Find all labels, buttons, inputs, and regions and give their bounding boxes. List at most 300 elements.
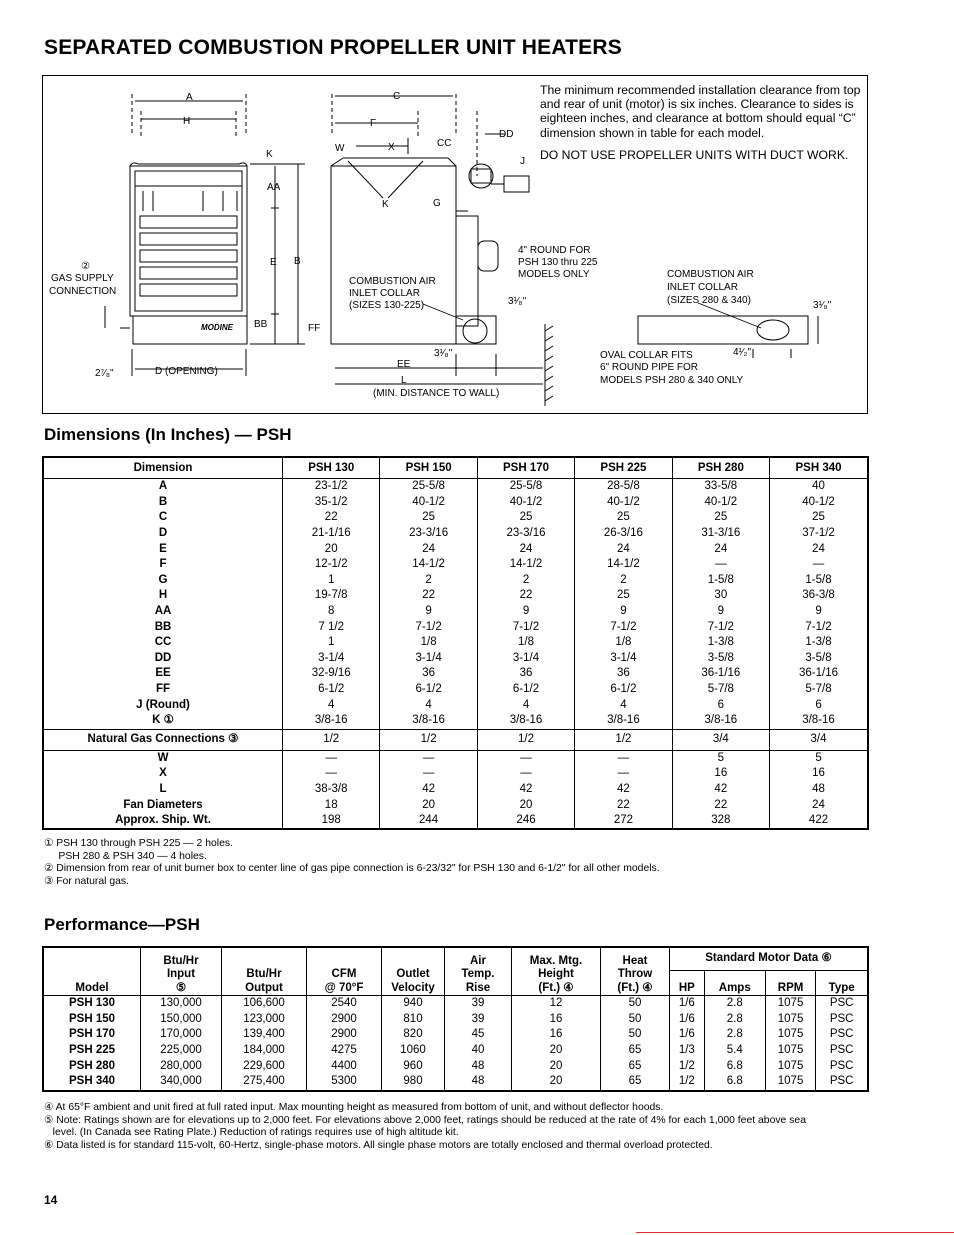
dimension-value: 7-1/2 bbox=[477, 619, 574, 635]
performance-value: 980 bbox=[382, 1074, 445, 1091]
dimension-value: 14-1/2 bbox=[575, 557, 672, 573]
performance-value: 16 bbox=[512, 1027, 601, 1043]
btu-output-l2: Output bbox=[245, 981, 283, 994]
performance-value: 12 bbox=[512, 996, 601, 1012]
dimension-value: 3-1/4 bbox=[380, 651, 477, 667]
dimension-value: 36 bbox=[575, 666, 672, 682]
performance-value: 225,000 bbox=[141, 1043, 222, 1059]
dimension-label: K ① bbox=[43, 713, 283, 729]
performance-table bbox=[42, 946, 869, 1092]
dimension-value: 36 bbox=[380, 666, 477, 682]
velocity-l2: Velocity bbox=[391, 981, 435, 994]
dimension-value: 7-1/2 bbox=[575, 619, 672, 635]
label-b: B bbox=[294, 256, 301, 267]
label-bb: BB bbox=[254, 319, 268, 330]
cfm-l1: CFM bbox=[331, 968, 357, 980]
dimensions-footnotes bbox=[44, 838, 660, 888]
dimension-value: — bbox=[770, 557, 868, 573]
dimensions-row bbox=[43, 619, 868, 635]
dimensions-row bbox=[43, 666, 868, 682]
dimension-value: 25-5/8 bbox=[477, 479, 574, 495]
dimension-diagram bbox=[42, 75, 868, 414]
dimension-value: 5-7/8 bbox=[672, 682, 769, 698]
dimension-value: 6-1/2 bbox=[380, 682, 477, 698]
dimensions-row bbox=[43, 797, 868, 813]
footnote-2: ② Dimension from rear of unit burner box to center line of gas pipe connection is 6-23/32" for PSH 130 and 6-1/2" for all other models. bbox=[44, 863, 660, 875]
dimension-value: 6-1/2 bbox=[477, 682, 574, 698]
performance-value: 1/2 bbox=[670, 1074, 705, 1091]
dimension-value: 24 bbox=[477, 541, 574, 557]
label-w: W bbox=[335, 143, 345, 154]
temp-rise-l3: Rise bbox=[465, 981, 491, 994]
page-title: SEPARATED COMBUSTION PROPELLER UNIT HEATERS bbox=[44, 36, 622, 59]
dimension-value: 40-1/2 bbox=[477, 495, 574, 511]
dimension-value: 22 bbox=[283, 510, 380, 526]
performance-value: 1/3 bbox=[670, 1043, 705, 1059]
performance-value: PSC bbox=[816, 1027, 868, 1043]
round-note-3: MODELS ONLY bbox=[518, 269, 590, 280]
label-f: F bbox=[370, 118, 377, 129]
performance-row bbox=[43, 996, 868, 1012]
modine-logo: MODINE bbox=[201, 323, 233, 332]
performance-value: 1075 bbox=[765, 1058, 816, 1074]
label-ee: EE bbox=[397, 359, 411, 370]
col-psh-340: PSH 340 bbox=[770, 457, 868, 479]
dimension-value: 23-1/2 bbox=[283, 479, 380, 495]
label-k-side: K bbox=[382, 199, 389, 210]
performance-model: PSH 170 bbox=[43, 1027, 141, 1043]
cfm-l2: @ 70°F bbox=[324, 981, 364, 994]
dimension-value: 8 bbox=[283, 604, 380, 620]
dimension-value: 6 bbox=[770, 697, 868, 713]
dimension-label: CC bbox=[43, 635, 283, 651]
dimension-value: 7 1/2 bbox=[283, 619, 380, 635]
performance-value: 1075 bbox=[765, 1027, 816, 1043]
dimension-value: 1/8 bbox=[477, 635, 574, 651]
dimension-value: 1/2 bbox=[283, 729, 380, 750]
performance-value: 810 bbox=[382, 1012, 445, 1028]
dimension-label: G bbox=[43, 573, 283, 589]
label-l: L bbox=[401, 375, 407, 386]
performance-model: PSH 280 bbox=[43, 1058, 141, 1074]
oval-note-3: MODELS PSH 280 & 340 ONLY bbox=[600, 375, 744, 386]
dimensions-row bbox=[43, 729, 868, 750]
perf-col-velocity bbox=[382, 947, 445, 996]
dimensions-body bbox=[43, 479, 868, 830]
performance-row bbox=[43, 1027, 868, 1043]
performance-value: 1075 bbox=[765, 996, 816, 1012]
dimension-value: 3-5/8 bbox=[770, 651, 868, 667]
temp-rise-l2: Temp. bbox=[461, 968, 495, 980]
dimension-value: 14-1/2 bbox=[380, 557, 477, 573]
dimension-value: 1/2 bbox=[575, 729, 672, 750]
dimension-value: 40-1/2 bbox=[380, 495, 477, 511]
performance-value: 65 bbox=[601, 1058, 670, 1074]
dimension-value: 16 bbox=[672, 766, 769, 782]
dimension-value: 3/8-16 bbox=[672, 713, 769, 729]
perf-col-btu-output bbox=[222, 947, 307, 996]
min-distance-label: (MIN. DISTANCE TO WALL) bbox=[373, 388, 500, 399]
dimensions-header-row bbox=[43, 457, 868, 479]
performance-value: 1/2 bbox=[670, 1058, 705, 1074]
performance-value: 1/6 bbox=[670, 996, 705, 1012]
dimension-value: 1 bbox=[283, 573, 380, 589]
col-dimension: Dimension bbox=[43, 457, 283, 479]
dimension-value: 3/8-16 bbox=[380, 713, 477, 729]
dimension-value: 23-3/16 bbox=[380, 526, 477, 542]
performance-value: 960 bbox=[382, 1058, 445, 1074]
dimensions-table bbox=[42, 456, 869, 830]
dimension-label: D bbox=[43, 526, 283, 542]
dimension-value: 4 bbox=[283, 697, 380, 713]
dimension-value: 1/2 bbox=[477, 729, 574, 750]
dimension-value: 25-5/8 bbox=[380, 479, 477, 495]
perf-col-btu-input bbox=[141, 947, 222, 996]
dimension-value: 22 bbox=[575, 797, 672, 813]
dimension-value: 24 bbox=[380, 541, 477, 557]
dimension-value: 22 bbox=[477, 588, 574, 604]
page-number: 14 bbox=[44, 1193, 58, 1207]
dimension-value: 9 bbox=[672, 604, 769, 620]
dimension-value: 36 bbox=[477, 666, 574, 682]
dimensions-row bbox=[43, 766, 868, 782]
dimension-value: 1 bbox=[283, 635, 380, 651]
dimension-value: 9 bbox=[380, 604, 477, 620]
dimension-value: 3/4 bbox=[770, 729, 868, 750]
performance-model: PSH 150 bbox=[43, 1012, 141, 1028]
performance-value: 106,600 bbox=[222, 996, 307, 1012]
dimension-value: 3-1/4 bbox=[477, 651, 574, 667]
dimension-value: 7-1/2 bbox=[770, 619, 868, 635]
dim-3-1-8-c: 3¹⁄₈" bbox=[813, 300, 832, 311]
perf-col-amps: Amps bbox=[704, 971, 765, 996]
dimension-value: 3/8-16 bbox=[477, 713, 574, 729]
performance-value: 2.8 bbox=[704, 1012, 765, 1028]
performance-value: 340,000 bbox=[141, 1074, 222, 1091]
dimension-value: 328 bbox=[672, 813, 769, 830]
label-aa: AA bbox=[267, 182, 281, 193]
dimensions-row bbox=[43, 479, 868, 495]
footnote-4: ④ At 65°F ambient and unit fired at full rated input. Max mounting height as measured from bottom of unit, and without deflector hoods. bbox=[44, 1102, 664, 1113]
dimension-label: DD bbox=[43, 651, 283, 667]
dimension-value: 30 bbox=[672, 588, 769, 604]
dimension-value: 42 bbox=[380, 782, 477, 798]
dimension-label: L bbox=[43, 782, 283, 798]
dimension-value: 2 bbox=[380, 573, 477, 589]
dimension-value: 198 bbox=[283, 813, 380, 830]
dimensions-row bbox=[43, 573, 868, 589]
dimension-label: EE bbox=[43, 666, 283, 682]
temp-rise-l1: Air bbox=[470, 954, 486, 967]
label-dd: DD bbox=[499, 129, 514, 140]
performance-value: 6.8 bbox=[704, 1058, 765, 1074]
label-a: A bbox=[186, 92, 193, 103]
dimension-value: 244 bbox=[380, 813, 477, 830]
clearance-note-text: The minimum recommended installation clearance from top and rear of unit (motor) is six inches. Clearance to sides is eighteen inches, and clearance at bottom should equal “C” dimension shown in table for each model. bbox=[540, 83, 861, 140]
dimension-value: 22 bbox=[380, 588, 477, 604]
performance-value: 5.4 bbox=[704, 1043, 765, 1059]
performance-value: 275,400 bbox=[222, 1074, 307, 1091]
btu-input-l3: ⑤ bbox=[175, 981, 187, 994]
dimension-value: 6 bbox=[672, 697, 769, 713]
dimension-value: 31-3/16 bbox=[672, 526, 769, 542]
dimension-label: C bbox=[43, 510, 283, 526]
dimension-value: 40-1/2 bbox=[575, 495, 672, 511]
col-psh-280: PSH 280 bbox=[672, 457, 769, 479]
footnote-1: ① PSH 130 through PSH 225 — 2 holes. bbox=[44, 838, 233, 849]
mounting-l1: Max. Mtg. bbox=[529, 954, 583, 967]
performance-header-row-1 bbox=[43, 947, 868, 971]
dimension-value: — bbox=[283, 766, 380, 782]
dimensions-row bbox=[43, 526, 868, 542]
performance-value: PSC bbox=[816, 1074, 868, 1091]
label-cc: CC bbox=[437, 138, 452, 149]
performance-value: 6.8 bbox=[704, 1074, 765, 1091]
duct-warning: DO NOT USE PROPELLER UNITS WITH DUCT WORK. bbox=[540, 147, 849, 162]
dimensions-row bbox=[43, 541, 868, 557]
dimension-label: B bbox=[43, 495, 283, 511]
dimension-value: 33-5/8 bbox=[672, 479, 769, 495]
perf-col-throw bbox=[601, 947, 670, 996]
gas-supply-label-1: GAS SUPPLY bbox=[51, 273, 114, 284]
perf-col-mounting bbox=[512, 947, 601, 996]
performance-value: 1/6 bbox=[670, 1012, 705, 1028]
dimension-value: 25 bbox=[770, 510, 868, 526]
footnote-5: ⑤ Note: Ratings shown are for elevations up to 2,000 feet. For elevations above 2,000 feet, ratings should be reduced at the rate of 4% for each 1,000 feet above sea bbox=[44, 1114, 806, 1126]
performance-value: 4275 bbox=[307, 1043, 382, 1059]
col-psh-225: PSH 225 bbox=[575, 457, 672, 479]
performance-row bbox=[43, 1074, 868, 1091]
performance-value: 184,000 bbox=[222, 1043, 307, 1059]
dimension-value: 5-7/8 bbox=[770, 682, 868, 698]
dimensions-row bbox=[43, 588, 868, 604]
perf-col-motor-group: Standard Motor Data ⑥ bbox=[670, 947, 869, 971]
dimension-value: 1/2 bbox=[380, 729, 477, 750]
btu-input-l2: Input bbox=[166, 968, 196, 980]
dimensions-row bbox=[43, 510, 868, 526]
dimension-value: — bbox=[575, 750, 672, 766]
dimension-value: 2 bbox=[477, 573, 574, 589]
dim-3-1-8-b: 3¹⁄₈" bbox=[434, 348, 453, 359]
dimension-value: 21-1/16 bbox=[283, 526, 380, 542]
performance-value: 123,000 bbox=[222, 1012, 307, 1028]
dimension-label: A bbox=[43, 479, 283, 495]
dimension-label: AA bbox=[43, 604, 283, 620]
performance-value: 2540 bbox=[307, 996, 382, 1012]
dimensions-row bbox=[43, 557, 868, 573]
performance-value: PSC bbox=[816, 1012, 868, 1028]
performance-value: 130,000 bbox=[141, 996, 222, 1012]
performance-value: 1075 bbox=[765, 1043, 816, 1059]
dimension-value: 4 bbox=[575, 697, 672, 713]
d-opening-label: D (OPENING) bbox=[155, 366, 218, 377]
collar-large-2: INLET COLLAR bbox=[667, 282, 738, 293]
performance-value: 48 bbox=[445, 1058, 512, 1074]
dimensions-row bbox=[43, 635, 868, 651]
footnote-6: ⑥ Data listed is for standard 115-volt, 60-Hertz, single-phase motors. All single phase motors are totally enclosed and thermal overload protected. bbox=[44, 1139, 713, 1151]
collar-large-3: (SIZES 280 & 340) bbox=[667, 295, 751, 306]
dimension-value: 7-1/2 bbox=[672, 619, 769, 635]
performance-value: 16 bbox=[512, 1012, 601, 1028]
performance-value: 280,000 bbox=[141, 1058, 222, 1074]
dimension-value: 22 bbox=[672, 797, 769, 813]
performance-value: 50 bbox=[601, 996, 670, 1012]
performance-value: 1060 bbox=[382, 1043, 445, 1059]
label-j: J bbox=[520, 156, 525, 167]
label-h: H bbox=[183, 116, 191, 127]
performance-value: 50 bbox=[601, 1012, 670, 1028]
oval-note-1: OVAL COLLAR FITS bbox=[600, 350, 693, 361]
throw-l3: (Ft.) ④ bbox=[617, 981, 653, 994]
clearance-note bbox=[540, 83, 865, 170]
performance-model: PSH 225 bbox=[43, 1043, 141, 1059]
throw-l1: Heat bbox=[622, 954, 648, 967]
dimension-value: 24 bbox=[770, 797, 868, 813]
performance-row bbox=[43, 1058, 868, 1074]
dimension-value: 19-7/8 bbox=[283, 588, 380, 604]
collar-small-2: INLET COLLAR bbox=[349, 288, 420, 299]
dimension-value: 38-3/8 bbox=[283, 782, 380, 798]
dimension-value: 3/4 bbox=[672, 729, 769, 750]
performance-row bbox=[43, 1012, 868, 1028]
performance-value: 1/6 bbox=[670, 1027, 705, 1043]
label-e: E bbox=[270, 257, 277, 268]
dimension-value: 42 bbox=[477, 782, 574, 798]
dim-2-7-8: 2⁷⁄₈" bbox=[95, 368, 114, 379]
performance-value: 820 bbox=[382, 1027, 445, 1043]
dimension-value: 36-1/16 bbox=[770, 666, 868, 682]
dimension-value: — bbox=[380, 750, 477, 766]
performance-value: 1075 bbox=[765, 1074, 816, 1091]
dimension-value: 25 bbox=[575, 588, 672, 604]
performance-value: PSC bbox=[816, 1058, 868, 1074]
dimensions-row bbox=[43, 697, 868, 713]
label-c: C bbox=[393, 91, 401, 102]
dimension-value: 12-1/2 bbox=[283, 557, 380, 573]
performance-value: 39 bbox=[445, 1012, 512, 1028]
perf-col-hp: HP bbox=[670, 971, 705, 996]
footer-rule bbox=[636, 1232, 954, 1233]
dimension-value: — bbox=[380, 766, 477, 782]
dimension-value: 5 bbox=[770, 750, 868, 766]
dimension-value: 3-1/4 bbox=[575, 651, 672, 667]
performance-value: 20 bbox=[512, 1058, 601, 1074]
dimension-value: 42 bbox=[672, 782, 769, 798]
performance-value: PSC bbox=[816, 996, 868, 1012]
mounting-l2: Height bbox=[538, 968, 574, 980]
performance-value: 2.8 bbox=[704, 1027, 765, 1043]
dimension-value: 3/8-16 bbox=[575, 713, 672, 729]
dimensions-row bbox=[43, 713, 868, 729]
dimension-value: 36-3/8 bbox=[770, 588, 868, 604]
performance-value: 40 bbox=[445, 1043, 512, 1059]
dimension-value: 40-1/2 bbox=[770, 495, 868, 511]
dimension-value: 1-5/8 bbox=[770, 573, 868, 589]
collar-small-3: (SIZES 130-225) bbox=[349, 300, 425, 311]
dimension-value: 6-1/2 bbox=[575, 682, 672, 698]
performance-value: 65 bbox=[601, 1074, 670, 1091]
dimension-value: 1-3/8 bbox=[672, 635, 769, 651]
btu-input-l1: Btu/Hr bbox=[163, 954, 199, 967]
dimension-value: 35-1/2 bbox=[283, 495, 380, 511]
dimension-value: 25 bbox=[575, 510, 672, 526]
btu-output-l1: Btu/Hr bbox=[246, 968, 282, 980]
performance-value: 229,600 bbox=[222, 1058, 307, 1074]
dimension-value: 5 bbox=[672, 750, 769, 766]
dimension-value: 25 bbox=[672, 510, 769, 526]
round-note-2: PSH 130 thru 225 bbox=[518, 257, 598, 268]
dimension-value: 1-3/8 bbox=[770, 635, 868, 651]
dimension-value: 32-9/16 bbox=[283, 666, 380, 682]
performance-value: 150,000 bbox=[141, 1012, 222, 1028]
dimension-label: Fan Diameters bbox=[43, 797, 283, 813]
gas-supply-label-2: CONNECTION bbox=[49, 286, 117, 297]
dimension-label: X bbox=[43, 766, 283, 782]
col-psh-170: PSH 170 bbox=[477, 457, 574, 479]
performance-body bbox=[43, 996, 868, 1091]
dimension-value: 40-1/2 bbox=[672, 495, 769, 511]
dimension-value: 40 bbox=[770, 479, 868, 495]
dimension-value: 9 bbox=[477, 604, 574, 620]
gas-supply-marker: ② bbox=[81, 261, 90, 272]
dim-4-1-2: 4¹⁄₂" bbox=[733, 347, 751, 358]
dimension-value: 1/8 bbox=[575, 635, 672, 651]
collar-small-1: COMBUSTION AIR bbox=[349, 276, 436, 287]
dimensions-row bbox=[43, 682, 868, 698]
collar-large-1: COMBUSTION AIR bbox=[667, 269, 754, 280]
dimension-value: 16 bbox=[770, 766, 868, 782]
dimension-value: 36-1/16 bbox=[672, 666, 769, 682]
dimension-value: 26-3/16 bbox=[575, 526, 672, 542]
footnote-5-cont: level. (In Canada see Rating Plate.) Reduction of ratings requires use of high altitude kit. bbox=[44, 1127, 459, 1139]
dimension-value: 9 bbox=[575, 604, 672, 620]
dimension-value: 24 bbox=[672, 541, 769, 557]
dimension-value: — bbox=[283, 750, 380, 766]
dimension-value: 37-1/2 bbox=[770, 526, 868, 542]
dimension-value: 7-1/2 bbox=[380, 619, 477, 635]
dim-3-1-8-a: 3¹⁄₈" bbox=[508, 296, 527, 307]
perf-col-rpm: RPM bbox=[765, 971, 816, 996]
dimension-value: 20 bbox=[380, 797, 477, 813]
dimension-value: 24 bbox=[575, 541, 672, 557]
dimension-value: — bbox=[672, 557, 769, 573]
dimension-label: Natural Gas Connections ③ bbox=[43, 729, 283, 750]
velocity-l1: Outlet bbox=[396, 968, 430, 980]
dimension-label: E bbox=[43, 541, 283, 557]
dimension-value: 42 bbox=[575, 782, 672, 798]
dimensions-row bbox=[43, 750, 868, 766]
dimensions-row bbox=[43, 604, 868, 620]
dimension-value: 3/8-16 bbox=[283, 713, 380, 729]
performance-value: PSC bbox=[816, 1043, 868, 1059]
performance-value: 139,400 bbox=[222, 1027, 307, 1043]
dimension-value: 3-5/8 bbox=[672, 651, 769, 667]
dimension-label: BB bbox=[43, 619, 283, 635]
dimension-label: F bbox=[43, 557, 283, 573]
perf-col-temp-rise bbox=[445, 947, 512, 996]
dimension-value: 25 bbox=[380, 510, 477, 526]
perf-col-cfm bbox=[307, 947, 382, 996]
dimension-label: Approx. Ship. Wt. bbox=[43, 813, 283, 830]
round-note-1: 4" ROUND FOR bbox=[518, 245, 591, 256]
performance-value: 20 bbox=[512, 1074, 601, 1091]
dimension-value: 3-1/4 bbox=[283, 651, 380, 667]
dimension-value: 23-3/16 bbox=[477, 526, 574, 542]
performance-value: 48 bbox=[445, 1074, 512, 1091]
performance-title: Performance—PSH bbox=[44, 915, 200, 934]
dimension-value: 20 bbox=[477, 797, 574, 813]
throw-l2: Throw bbox=[617, 968, 653, 980]
